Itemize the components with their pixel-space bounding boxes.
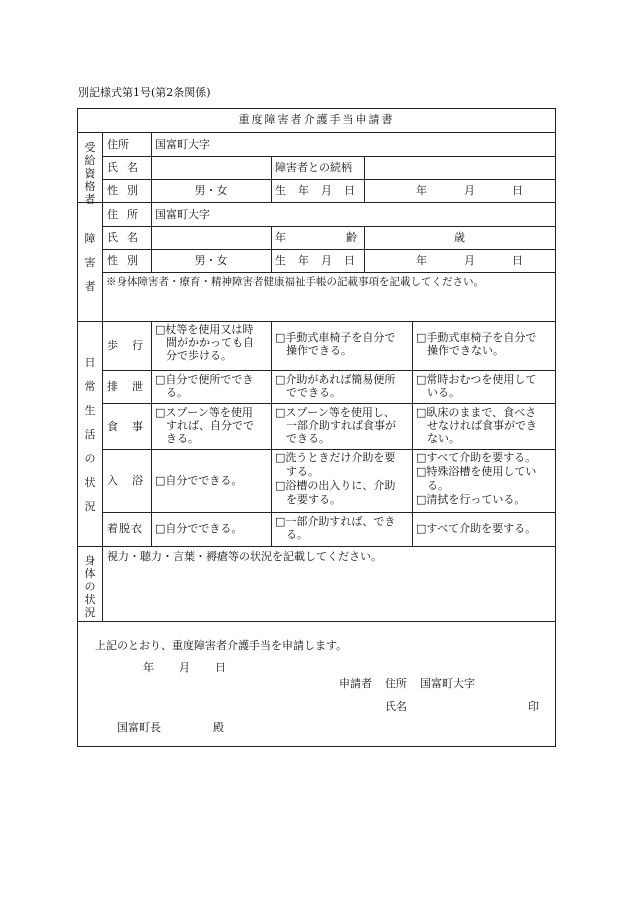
divider — [102, 370, 555, 371]
applicant-address-label: 住所 — [107, 138, 129, 151]
applicant-relation-label: 障害者との続柄 — [275, 161, 352, 174]
daily-option-independent: □自分でできる。 — [155, 474, 243, 487]
disabled-gender-label: 性別 — [107, 254, 147, 267]
daily-option-full: □臥床のままで、食べさ せなければ食事ができ ない。 — [416, 406, 537, 445]
form-frame — [77, 108, 556, 747]
applicant-section-label: 受給資格者 — [84, 141, 96, 206]
daily-option-independent: □杖等を使用又は時 間がかかっても自 分で歩ける。 — [155, 323, 254, 362]
disabled-dob-year: 年 — [416, 254, 427, 267]
applicant-gender-label: 性別 — [107, 184, 147, 197]
declaration-address-label: 住所 — [385, 677, 407, 690]
applicant-dob-month: 月 — [464, 184, 475, 197]
disabled-dob-label: 生年月日 — [275, 254, 367, 267]
daily-row-label: 入浴 — [107, 474, 157, 487]
divider — [102, 249, 555, 250]
disabled-dob-day: 日 — [512, 254, 523, 267]
daily-option-full: □すべて介助を要する。 — [416, 522, 537, 535]
divider — [78, 621, 555, 622]
disabled-address-value: 国富町大字 — [155, 208, 210, 221]
daily-option-partial: □洗うときだけ介助を要 する。 □浴槽の出入りに、介助 を要する。 — [275, 451, 396, 506]
seal-mark: 印 — [528, 700, 539, 713]
daily-option-full: □常時おむつを使用して いる。 — [416, 373, 537, 399]
applicant-dob-year: 年 — [416, 184, 427, 197]
declaration-date-month: 月 — [179, 661, 190, 674]
disabled-note: ※身体障害者・療育・精神障害者健康福祉手帳の記載事項を記載してください。 — [106, 276, 484, 288]
divider — [102, 156, 555, 157]
declaration-text: 上記のとおり、重度障害者介護手当を申請します。 — [95, 639, 348, 652]
applicant-dob-label: 生年月日 — [275, 184, 367, 197]
divider — [102, 179, 555, 180]
divider — [102, 512, 555, 513]
divider — [102, 226, 555, 227]
divider — [78, 321, 555, 322]
daily-option-partial: □手動式車椅子を自分で 操作できる。 — [275, 331, 396, 357]
declaration-date-year: 年 — [143, 661, 154, 674]
daily-option-full: □すべて介助を要する。 □特殊浴槽を使用してい る。 □清拭を行っている。 — [416, 451, 537, 506]
addressee: 国富町長 — [117, 721, 161, 734]
divider — [102, 272, 555, 273]
declaration-address-value: 国富町大字 — [420, 677, 475, 690]
declaration-name-label: 氏名 — [385, 700, 407, 713]
daily-option-independent: □自分で便所ででき る。 — [155, 373, 254, 399]
disabled-dob-month: 月 — [464, 254, 475, 267]
applicant-address-value: 国富町大字 — [155, 138, 210, 151]
divider — [151, 132, 152, 272]
applicant-gender-value: 男・女 — [194, 184, 228, 197]
declaration-applicant-label: 申請者 — [339, 677, 372, 690]
divider — [271, 321, 272, 546]
daily-row-label: 食事 — [107, 420, 157, 433]
applicant-dob-day: 日 — [512, 184, 523, 197]
daily-row-label: 歩行 — [107, 339, 157, 352]
disabled-age-label: 年齢 — [275, 231, 417, 244]
daily-option-partial: □スプーン等を使用し、 一部介助すれば食事が できる。 — [275, 406, 396, 445]
body-status-section-label: 身体の状況 — [84, 554, 96, 619]
divider — [78, 202, 555, 203]
daily-option-partial: □一部介助すれば、でき る。 — [275, 515, 396, 541]
divider — [412, 321, 413, 546]
applicant-name-label: 氏名 — [107, 161, 147, 174]
disabled-section-label: 障害者 — [84, 232, 96, 293]
daily-option-independent: □自分でできる。 — [155, 522, 243, 535]
daily-row-label: 排泄 — [107, 380, 157, 393]
disabled-name-label: 氏名 — [107, 231, 147, 244]
addressee-honorific: 殿 — [213, 721, 224, 734]
divider — [102, 449, 555, 450]
daily-option-independent: □スプーン等を使用 すれば、自分でで きる。 — [155, 406, 254, 445]
daily-option-full: □手動式車椅子を自分で 操作できない。 — [416, 331, 537, 357]
divider — [151, 321, 152, 546]
divider — [78, 132, 555, 133]
form-number-label: 別記様式第1号(第2条関係) — [78, 86, 211, 99]
divider — [271, 226, 272, 272]
disabled-age-unit: 歳 — [454, 231, 465, 244]
form-title: 重度障害者介護手当申請書 — [238, 113, 395, 126]
disabled-address-label: 住所 — [107, 208, 147, 221]
divider — [102, 403, 555, 404]
disabled-gender-value: 男・女 — [194, 254, 228, 267]
body-status-note: 視力・聴力・言葉・褥瘡等の状況を記載してください。 — [107, 550, 382, 563]
divider — [78, 546, 555, 547]
divider — [271, 156, 272, 202]
declaration-date-day: 日 — [215, 661, 226, 674]
daily-option-partial: □介助があれば簡易便所 でできる。 — [275, 373, 396, 399]
daily-section-label: 日常生活の状況 — [84, 356, 96, 513]
daily-row-label: 着脱衣 — [107, 522, 143, 535]
divider — [102, 132, 103, 621]
